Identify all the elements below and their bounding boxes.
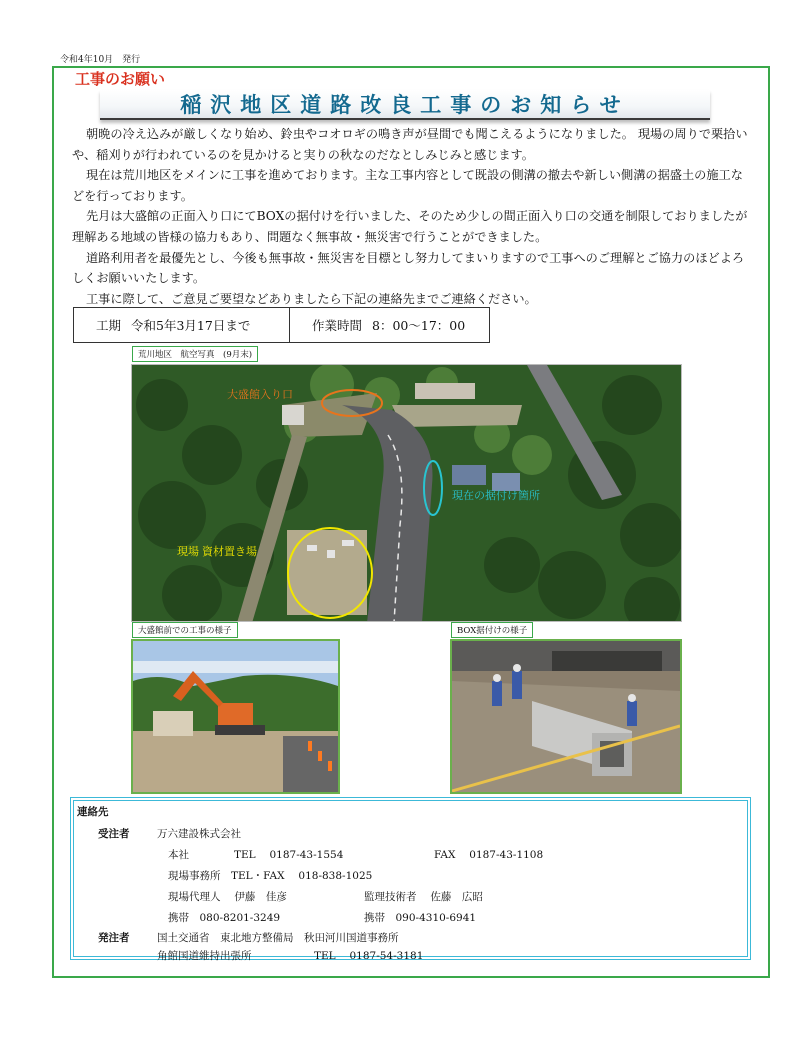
label-box-location: 現在の据付け箇所 bbox=[452, 490, 540, 502]
branch-tel: TEL 0187-54-3181 bbox=[314, 950, 424, 962]
period-label: 工期 bbox=[96, 318, 122, 333]
supervising-engineer: 監理技術者 佐藤 広昭 bbox=[364, 891, 483, 903]
contractor-name: 万六建設株式会社 bbox=[157, 828, 241, 840]
paragraph-5: 工事に際して、ご意見ご要望などありましたら下記の連絡先までご連絡ください。 bbox=[86, 291, 537, 306]
request-label: 工事のお願い bbox=[75, 70, 166, 88]
issue-date: 令和4年10月 発行 bbox=[60, 55, 141, 65]
aerial-photo-caption: 荒川地区 航空写真 (9月末) bbox=[132, 346, 258, 362]
contractor-role: 受注者 bbox=[98, 828, 130, 840]
aerial-photo bbox=[131, 364, 682, 622]
orderer-name: 国土交通省 東北地方整備局 秋田河川国道事務所 bbox=[157, 932, 399, 944]
box-photo-image bbox=[452, 641, 680, 792]
construction-period-box bbox=[73, 307, 490, 343]
engineer-mobile: 携帯 090-4310-6941 bbox=[364, 912, 477, 924]
aerial-photo-image bbox=[132, 365, 682, 622]
contact-inner bbox=[73, 800, 748, 962]
hq-fax: FAX 0187-43-1108 bbox=[434, 849, 544, 861]
agent-mobile: 携帯 080-8201-3249 bbox=[168, 912, 281, 924]
hq-label: 本社 bbox=[168, 849, 189, 861]
site-agent: 現場代理人 伊藤 佳彦 bbox=[168, 891, 287, 903]
contact-box bbox=[70, 797, 751, 960]
paragraph-1: 朝晩の冷え込みが厳しくなり始め、鈴虫やコオロギの鳴き声が昼間でも聞こえるようになりました。 現場の周りで栗拾いや、稲刈りが行われているのを見かけると実りの秋なのだなとしみじみと感じます。 bbox=[72, 127, 748, 162]
paragraph-4: 道路利用者を最優先とし、今後も無事故・無災害を目標とし努力してまいりますので工事へのご理解とご協力のほどよろしくお願いいたします。 bbox=[72, 250, 745, 286]
label-material-yard: 現場 資材置き場 bbox=[177, 546, 258, 558]
label-entrance: 大盛館入り口 bbox=[227, 389, 293, 401]
period-cell bbox=[74, 308, 290, 342]
box-photo-caption: BOX据付けの様子 bbox=[451, 622, 533, 638]
page-title: 稲沢地区道路改良工事のお知らせ bbox=[100, 90, 710, 120]
hours-label: 作業時間 bbox=[312, 318, 363, 333]
site-photo-image bbox=[133, 641, 338, 792]
paragraph-2: 現在は荒川地区をメインに工事を進めております。主な工事内容として既設の側溝の撤去や新しい側溝の据盛土の施工などを行っております。 bbox=[72, 168, 743, 203]
site-office-contact: 現場事務所 TEL・FAX 018-838-1025 bbox=[168, 870, 373, 882]
site-photo bbox=[131, 639, 340, 794]
box-photo bbox=[450, 639, 682, 794]
site-photo-caption: 大盛館前での工事の様子 bbox=[132, 622, 238, 638]
period-value: 令和5年3月17日まで bbox=[131, 318, 251, 333]
hours-value: 8：00～17：00 bbox=[372, 318, 466, 333]
orderer-role: 発注者 bbox=[98, 932, 130, 944]
branch-office: 角館国道維持出張所 bbox=[157, 950, 252, 962]
paragraph-3: 先月は大盛館の正面入り口にてBOXの据付けを行いました、そのため少しの間正面入り口の交通を制限しておりましたが理解ある地域の皆様の協力もあり、問題なく無事故・無災害で行うことができました。 bbox=[72, 209, 748, 244]
hq-tel: TEL 0187-43-1554 bbox=[234, 849, 344, 861]
contact-title: 連絡先 bbox=[77, 806, 109, 818]
hours-cell bbox=[290, 308, 465, 342]
notice-body bbox=[72, 124, 752, 309]
